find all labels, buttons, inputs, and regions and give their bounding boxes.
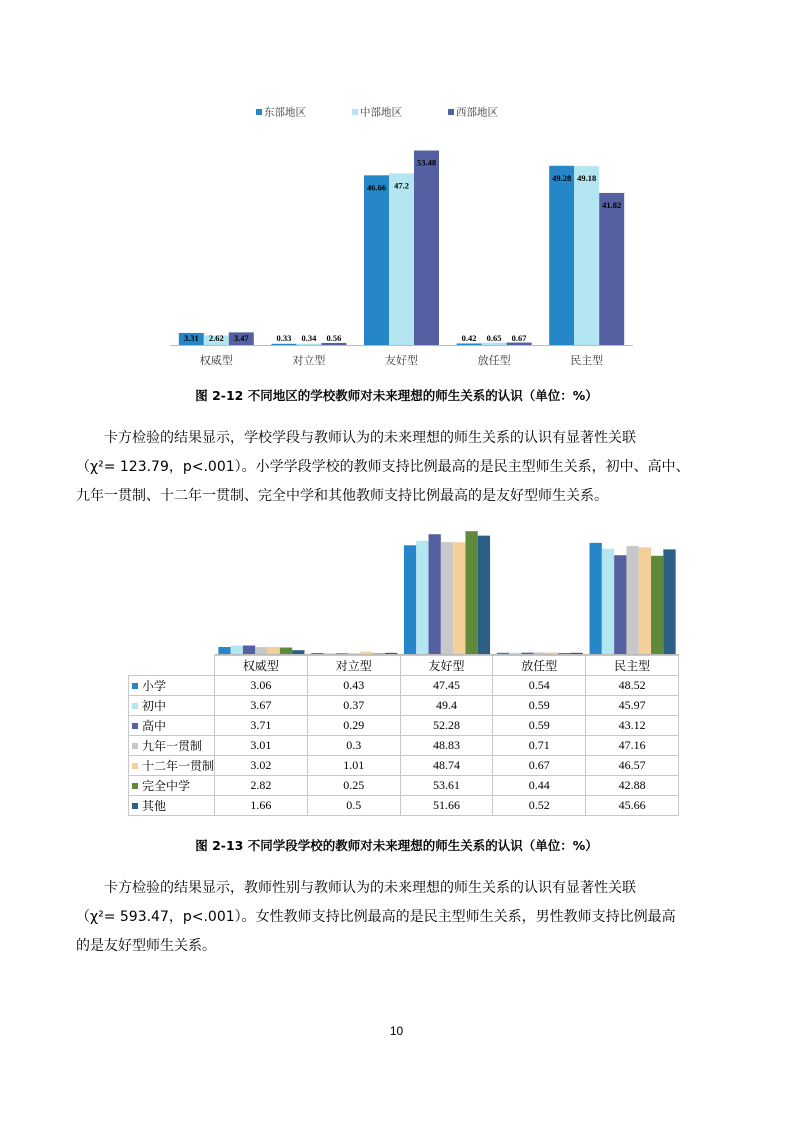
- table-cell: 3.71: [215, 716, 308, 736]
- bar-权威型-高中: [243, 646, 255, 654]
- data-label: 0.34: [301, 333, 317, 343]
- table-cell: 0.29: [307, 716, 400, 736]
- legend-entry-1: 东部地区: [264, 106, 306, 119]
- table-col-header: 民主型: [586, 656, 679, 676]
- paragraph2: [76, 874, 716, 961]
- bar-放任型-十二年一贯制: [546, 652, 558, 654]
- legend-key: [129, 756, 215, 776]
- table-cell: 53.61: [400, 776, 493, 796]
- bar-民主型-高中: [614, 555, 626, 654]
- table-cell: 3.02: [215, 756, 308, 776]
- table-cell: 42.88: [586, 776, 679, 796]
- bar-民主型-完全中学: [651, 556, 663, 654]
- bar-放任型-其他: [571, 653, 583, 654]
- series-name: 初中: [142, 699, 167, 713]
- paragraph1-line-3: 九年一贯制、十二年一贯制、完全中学和其他教师支持比例最高的是友好型师生关系。: [76, 488, 608, 504]
- table-row: [129, 776, 679, 796]
- legend-swatch: [132, 683, 138, 689]
- bar-对立型-中部地区: [296, 344, 321, 345]
- table-cell: 3.67: [215, 696, 308, 716]
- table-cell: 45.97: [586, 696, 679, 716]
- table-cell: 43.12: [586, 716, 679, 736]
- table-cell: 47.45: [400, 676, 493, 696]
- legend-swatch: [132, 703, 138, 709]
- bar-放任型-小学: [497, 653, 509, 654]
- table-cell: 0.67: [493, 756, 586, 776]
- table-col-header: 对立型: [307, 656, 400, 676]
- legend-swatch: [132, 763, 138, 769]
- table-col-header: 友好型: [400, 656, 493, 676]
- bar-友好型-中部地区: [389, 173, 414, 345]
- table-cell: 0.52: [493, 796, 586, 816]
- data-label: 53.48: [416, 157, 437, 168]
- legend-key: [129, 796, 215, 816]
- table-cell: 3.06: [215, 676, 308, 696]
- legend-swatch-2: [352, 109, 358, 115]
- data-label: 0.33: [276, 333, 292, 343]
- table-cell: 3.01: [215, 736, 308, 756]
- table-row: [129, 716, 679, 736]
- bar-权威型-其他: [292, 650, 304, 654]
- bar-民主型-小学: [590, 543, 602, 654]
- series-name: 完全中学: [142, 779, 191, 793]
- x-tick-label: 民主型: [570, 354, 604, 367]
- legend-swatch-1: [256, 109, 262, 115]
- table-cell: 48.74: [400, 756, 493, 776]
- paragraph1: [76, 424, 716, 511]
- table-cell: 0.3: [307, 736, 400, 756]
- bar-民主型-西部地区: [599, 193, 624, 345]
- bar-权威型-小学: [218, 647, 230, 654]
- table-cell: 1.66: [215, 796, 308, 816]
- legend-key: [129, 716, 215, 736]
- page-number: 10: [389, 1024, 404, 1038]
- bar-民主型-其他: [663, 549, 675, 654]
- table-row: [129, 736, 679, 756]
- table-cell: 51.66: [400, 796, 493, 816]
- bar-对立型-十二年一贯制: [360, 652, 372, 654]
- legend-key: [129, 736, 215, 756]
- data-label: 3.31: [183, 333, 199, 343]
- bar-民主型-中部地区: [574, 166, 599, 345]
- figure2-bar-chart: [128, 525, 680, 655]
- data-label: 3.47: [233, 333, 249, 343]
- figure2-caption: 图 2-13 不同学段学校的教师对未来理想的师生关系的认识（单位：%）: [195, 838, 598, 853]
- bar-放任型-完全中学: [558, 653, 570, 654]
- x-tick-label: 放任型: [477, 354, 511, 367]
- table-cell: 1.01: [307, 756, 400, 776]
- x-tick-label: 友好型: [385, 354, 418, 367]
- series-name: 其他: [142, 799, 167, 813]
- legend-entry-2: 中部地区: [360, 106, 402, 119]
- paragraph1-line-1: 卡方检验的结果显示，学校学段与教师认为的未来理想的师生关系的认识有显著性关联: [104, 430, 636, 446]
- table-cell: 0.59: [493, 696, 586, 716]
- x-tick-label: 对立型: [292, 354, 326, 367]
- table-cell: 0.44: [493, 776, 586, 796]
- data-label: 41.82: [602, 199, 622, 210]
- table-cell: 0.25: [307, 776, 400, 796]
- bar-对立型-小学: [311, 653, 323, 654]
- bar-对立型-九年一贯制: [348, 653, 360, 654]
- table-cell: 0.59: [493, 716, 586, 736]
- data-label: 49.28: [552, 172, 572, 183]
- bar-友好型-完全中学: [465, 531, 477, 654]
- paragraph1-line-2: （χ²= 123.79，p<.001）。小学学段学校的教师支持比例最高的是民主型师生关系，初中、高中、: [76, 459, 690, 475]
- bar-权威型-九年一贯制: [255, 647, 267, 654]
- data-label: 0.42: [461, 333, 477, 343]
- data-label: 46.66: [366, 182, 387, 193]
- table-row: [129, 696, 679, 716]
- data-label: 47.2: [394, 180, 409, 191]
- table-row: [129, 796, 679, 816]
- bar-对立型-东部地区: [271, 344, 296, 345]
- legend-key: [129, 696, 215, 716]
- legend-swatch: [132, 743, 138, 749]
- table-cell: 52.28: [400, 716, 493, 736]
- table-cell: 45.66: [586, 796, 679, 816]
- legend-swatch: [132, 723, 138, 729]
- bar-民主型-东部地区: [549, 166, 574, 345]
- series-name: 十二年一贯制: [142, 759, 215, 773]
- bar-对立型-高中: [336, 653, 348, 654]
- legend-key: [129, 676, 215, 696]
- series-name: 小学: [142, 679, 167, 693]
- figure1-bar-chart: [165, 100, 635, 370]
- table-corner: [129, 656, 215, 676]
- bar-友好型-西部地区: [414, 151, 439, 345]
- data-label: 0.67: [511, 333, 527, 343]
- legend-swatch: [132, 803, 138, 809]
- bar-放任型-高中: [521, 653, 533, 654]
- bar-对立型-初中: [323, 653, 335, 654]
- table-col-header: 权威型: [215, 656, 308, 676]
- table-cell: 0.37: [307, 696, 400, 716]
- bar-友好型-九年一贯制: [441, 542, 453, 654]
- table-cell: 46.57: [586, 756, 679, 776]
- bar-友好型-高中: [429, 534, 441, 654]
- legend-swatch: [132, 783, 138, 789]
- series-name: 九年一贯制: [142, 739, 203, 753]
- table-cell: 0.5: [307, 796, 400, 816]
- table-cell: 0.71: [493, 736, 586, 756]
- bar-对立型-西部地区: [321, 343, 346, 345]
- paragraph2-line-2: （χ²= 593.47，p<.001）。女性教师支持比例最高的是民主型师生关系，男性教师支持比例最高: [76, 909, 676, 925]
- table-row: [129, 756, 679, 776]
- paragraph2-line-1: 卡方检验的结果显示，教师性别与教师认为的未来理想的师生关系的认识有显著性关联: [104, 880, 636, 896]
- table-col-header: 放任型: [493, 656, 586, 676]
- table-row: [129, 676, 679, 696]
- legend-entry-3: 西部地区: [456, 106, 498, 119]
- bar-放任型-初中: [509, 653, 521, 654]
- table-cell: 48.52: [586, 676, 679, 696]
- table-cell: 0.54: [493, 676, 586, 696]
- bar-友好型-小学: [404, 545, 416, 654]
- bar-友好型-东部地区: [364, 175, 389, 345]
- bar-民主型-初中: [602, 549, 614, 654]
- bar-民主型-九年一贯制: [626, 546, 638, 654]
- data-label: 2.62: [208, 333, 224, 343]
- table-cell: 0.43: [307, 676, 400, 696]
- bar-权威型-完全中学: [280, 648, 292, 654]
- data-label: 0.56: [326, 333, 342, 343]
- data-label: 0.65: [486, 333, 502, 343]
- bar-对立型-完全中学: [373, 653, 385, 654]
- table-cell: 2.82: [215, 776, 308, 796]
- bar-权威型-初中: [231, 646, 243, 654]
- figure2-data-table: [128, 655, 679, 816]
- bar-友好型-十二年一贯制: [453, 542, 465, 654]
- table-cell: 47.16: [586, 736, 679, 756]
- legend-swatch-3: [448, 109, 454, 115]
- table-cell: 49.4: [400, 696, 493, 716]
- bar-放任型-九年一贯制: [534, 652, 546, 654]
- data-label: 49.18: [577, 173, 597, 184]
- bar-权威型-十二年一贯制: [268, 647, 280, 654]
- bar-友好型-初中: [416, 541, 428, 654]
- paragraph2-line-3: 的是友好型师生关系。: [76, 938, 216, 954]
- legend-key: [129, 776, 215, 796]
- bar-民主型-十二年一贯制: [639, 547, 651, 654]
- x-tick-label: 权威型: [199, 354, 233, 367]
- series-name: 高中: [142, 719, 167, 733]
- table-cell: 48.83: [400, 736, 493, 756]
- bar-对立型-其他: [385, 653, 397, 654]
- bar-友好型-其他: [478, 536, 490, 654]
- bar-放任型-东部地区: [457, 343, 482, 345]
- figure1-caption: 图 2-12 不同地区的学校教师对未来理想的师生关系的认识（单位：%）: [195, 388, 598, 403]
- table-header-row: [129, 656, 679, 676]
